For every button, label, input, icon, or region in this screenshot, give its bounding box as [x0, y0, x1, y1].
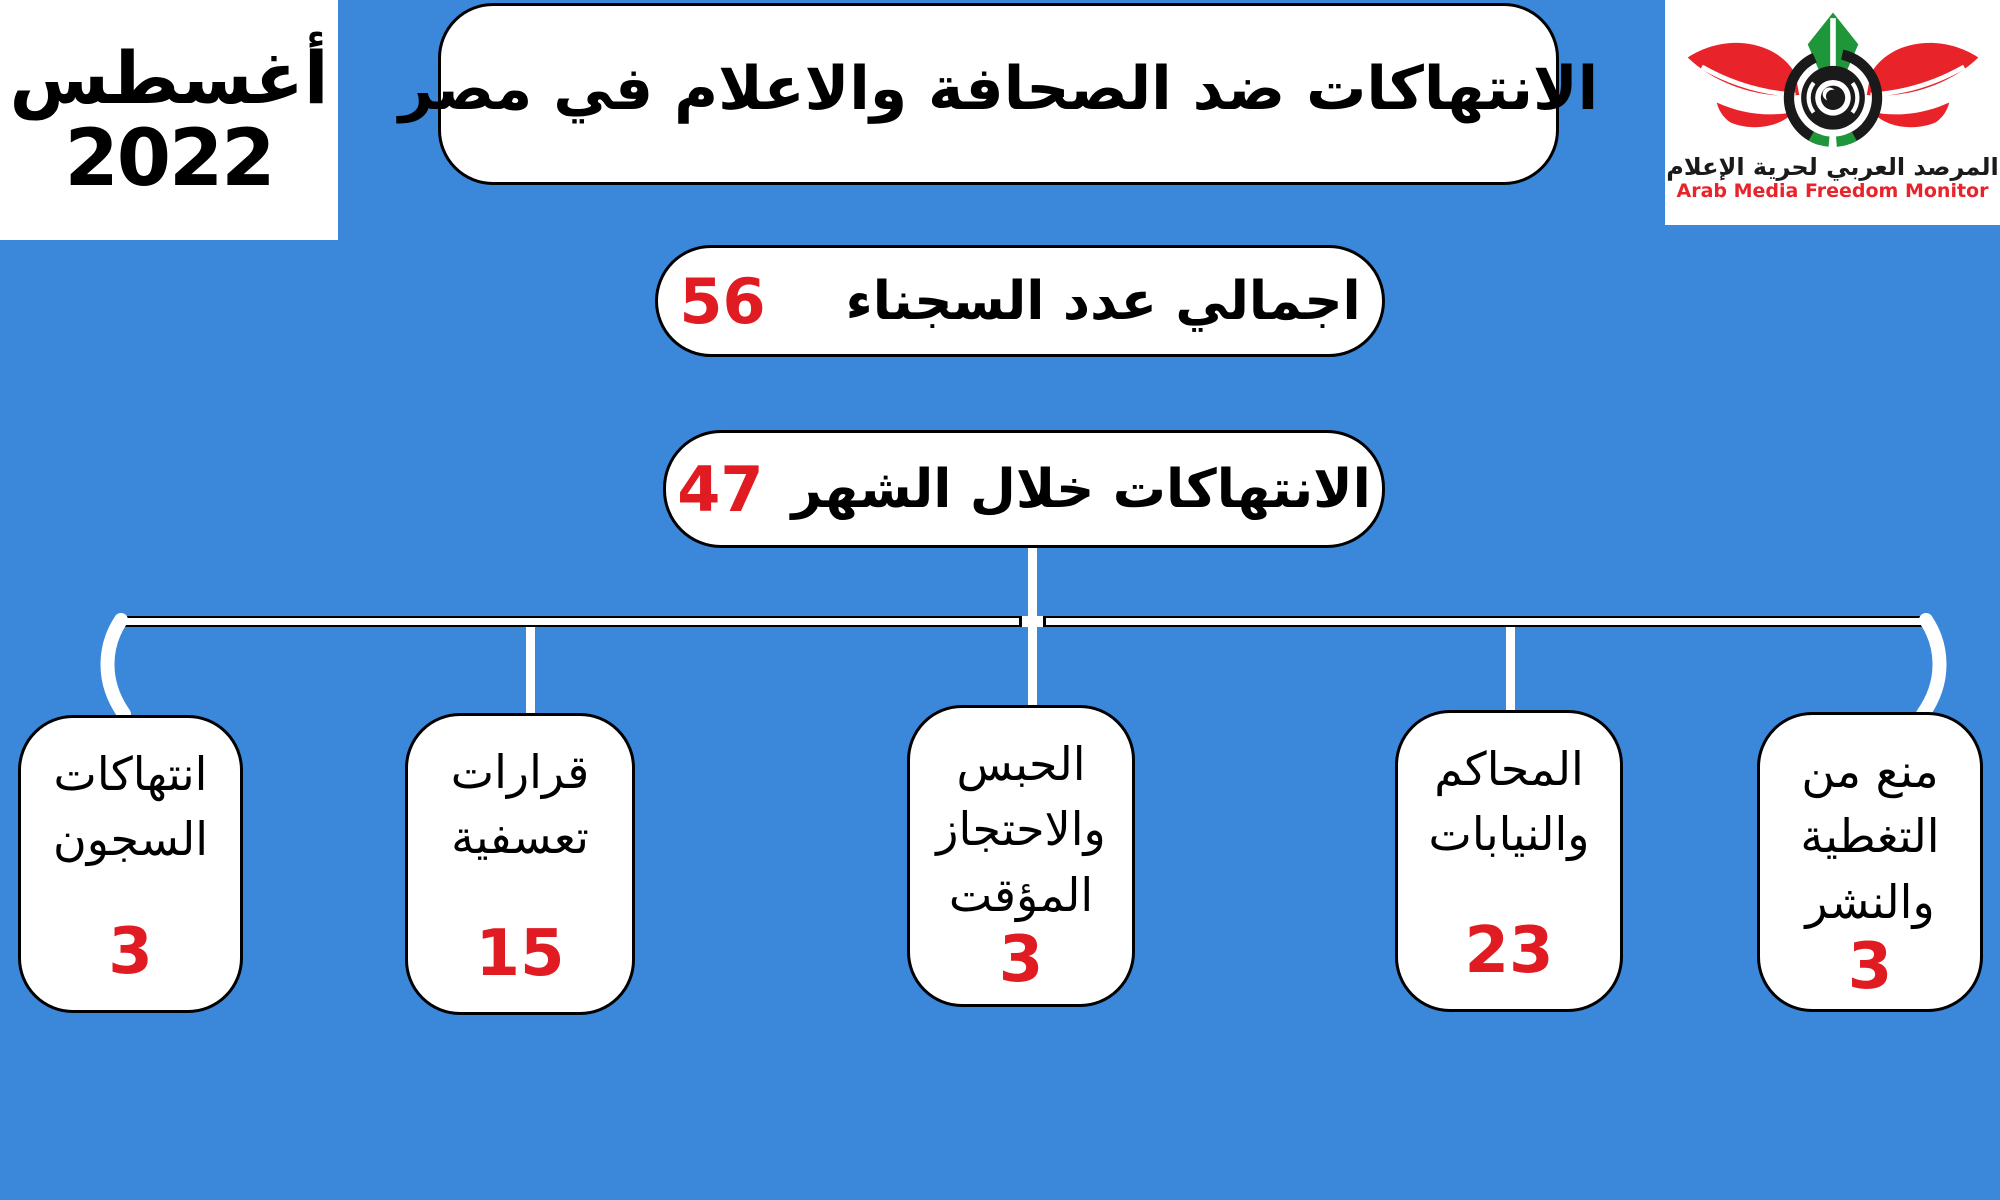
period-box [0, 0, 338, 240]
category-prison-violations [18, 715, 243, 1013]
category-label-line: التغطية [1800, 809, 1940, 864]
category-label-line: والنيابات [1428, 807, 1590, 862]
connector-drop-4 [1506, 627, 1515, 712]
category-arbitrary-decisions [405, 713, 635, 1015]
category-publication-ban [1757, 712, 1983, 1012]
page-title: الانتهاكات ضد الصحافة والاعلام في مصر [398, 54, 1599, 124]
media-monitor-emblem-icon [1683, 6, 1983, 152]
month-violations-value: 47 [677, 452, 764, 526]
connector-drop-2 [526, 627, 535, 715]
category-label-line: السجون [52, 812, 209, 867]
category-label-line: قرارات [450, 745, 590, 799]
connector-junction [1019, 616, 1046, 627]
month-violations-box [663, 430, 1385, 548]
title-box [398, 3, 1599, 185]
logo-name-arabic: المرصد العربي لحرية الإعلام [1666, 153, 1999, 181]
category-value: 3 [1847, 929, 1893, 1004]
category-label-line: والاحتجاز [936, 802, 1106, 857]
total-prisoners-box [655, 245, 1385, 357]
connector-drop-3 [1028, 627, 1037, 707]
category-value: 3 [998, 922, 1044, 997]
total-prisoners-value: 56 [679, 264, 766, 338]
category-label-line: المحاكم [1434, 742, 1584, 796]
category-detention [907, 705, 1135, 1007]
period-year: 2022 [64, 114, 274, 204]
category-value: 15 [475, 917, 565, 991]
category-label-line: منع من [1801, 744, 1939, 798]
total-prisoners-label: اجمالي عدد السجناء [845, 270, 1361, 332]
category-value: 3 [108, 915, 153, 989]
category-label-line: تعسفية [451, 810, 589, 865]
month-violations-label: الانتهاكات خلال الشهر [791, 458, 1371, 520]
connector-stem-top [1028, 548, 1037, 618]
camera-eye-icon [1801, 66, 1865, 130]
category-value: 23 [1464, 914, 1554, 988]
logo [1665, 0, 2000, 225]
category-label-line: الحبس [956, 737, 1086, 791]
logo-name-english: Arab Media Freedom Monitor [1676, 180, 1989, 203]
period-month: أغسطس [9, 36, 329, 120]
category-courts-prosecutions [1395, 710, 1623, 1012]
category-label-line: المؤقت [948, 867, 1094, 922]
category-label-line: انتهاكات [53, 747, 208, 801]
category-label-line: والنشر [1805, 874, 1935, 929]
